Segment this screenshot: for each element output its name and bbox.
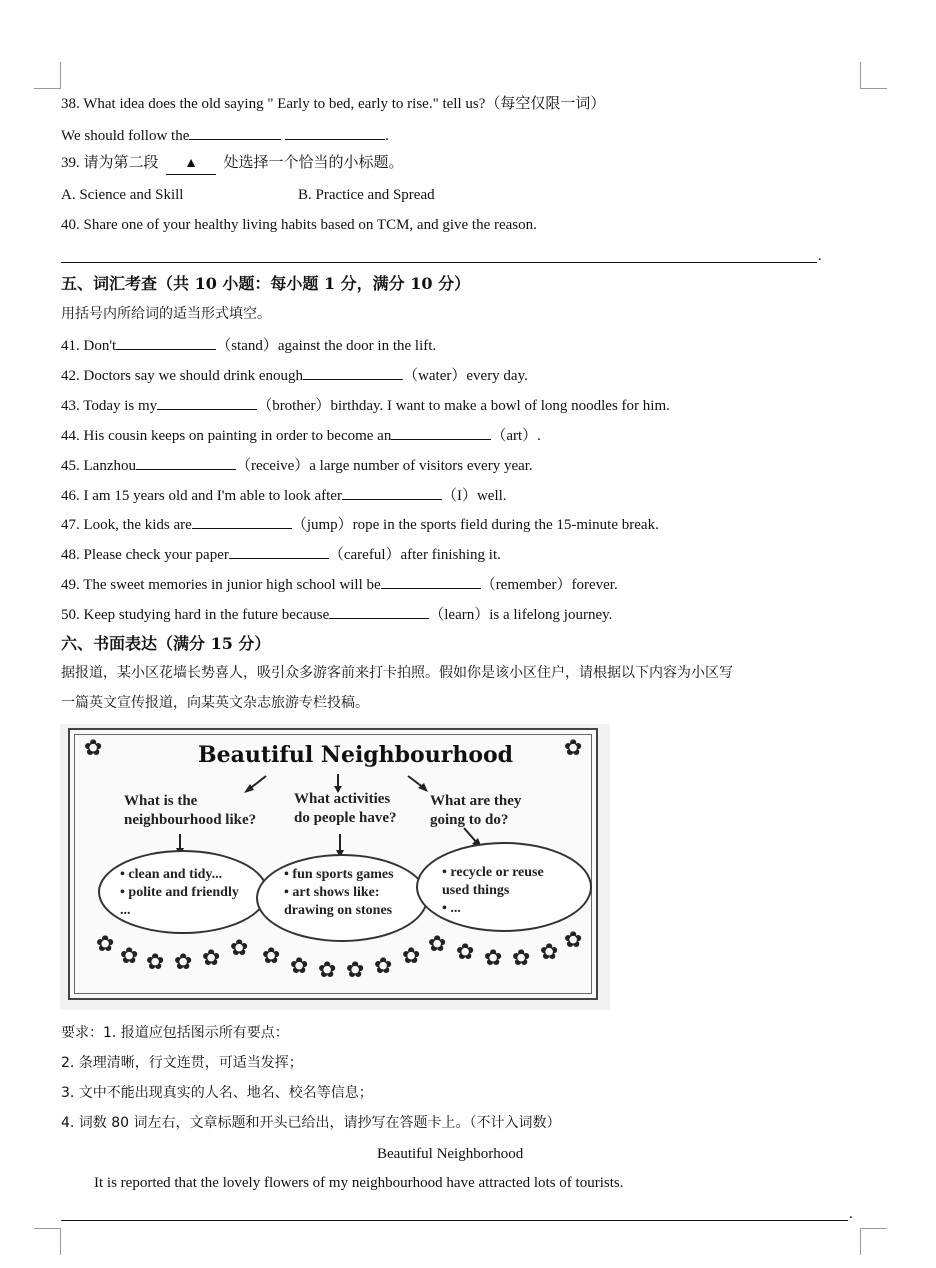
vocab-item-hint: （receive）a large number of visitors every year.: [235, 458, 533, 474]
requirement-2: 2. 条理清晰，行文连贯，可适当发挥；: [61, 1055, 303, 1071]
vocab-item-hint: （I）well.: [441, 488, 507, 504]
vocab-item-stem: 49. The sweet memories in junior high school will be: [61, 577, 381, 593]
vocab-item: [61, 395, 670, 416]
vocab-item-hint: （brother）birthday. I want to make a bowl of long noodles for him.: [257, 398, 670, 414]
vocab-item-stem: 44. His cousin keeps on painting in order to become an: [61, 428, 392, 444]
vocab-item-blank[interactable]: [381, 574, 481, 589]
poster-title: Beautiful Neighbourhood: [198, 742, 514, 768]
q38-answer-line: We should follow the .: [61, 125, 389, 146]
vocab-item-hint: （jump）rope in the sports field during the 15-minute break.: [291, 517, 659, 533]
vocab-item-stem: 41. Don't: [61, 338, 117, 354]
vocab-item: [61, 365, 528, 386]
rose-garland: ✿ ✿ ✿ ✿ ✿ ✿ ✿ ✿ ✿ ✿ ✿ ✿ ✿ ✿ ✿ ✿ ✿ ✿: [96, 928, 583, 983]
q39-option-a: A. Science and Skill: [61, 187, 184, 203]
vocab-item-hint: （careful）after finishing it.: [328, 547, 501, 563]
section6-heading: 六、书面表达（满分 15 分）: [61, 634, 271, 653]
poster-bubble-2: • fun sports games • art shows like: drawing on stones: [284, 867, 394, 918]
section6-prompt-line2: 一篇英文宣传报道，向某英文杂志旅游专栏投稿。: [61, 695, 369, 711]
q40-question: 40. Share one of your healthy living habits based on TCM, and give the reason.: [61, 217, 537, 233]
vocab-item-blank[interactable]: [329, 604, 429, 619]
q38-question: 38. What idea does the old saying " Early to bed, early to rise." tell us?（每空仅限一词）: [61, 96, 606, 112]
vocab-item: [61, 604, 612, 625]
q39-marker-blank: ▲: [166, 154, 216, 175]
neighbourhood-poster: [60, 724, 610, 1010]
vocab-item-stem: 50. Keep studying hard in the future because: [61, 607, 330, 623]
vocab-item: [61, 335, 436, 356]
vocab-item-hint: （learn）is a lifelong journey.: [429, 607, 613, 623]
vocab-item-blank[interactable]: [157, 395, 257, 410]
vocab-item-blank[interactable]: [116, 335, 216, 350]
poster-question-2: What activities do people have?: [294, 791, 397, 826]
vocab-item-hint: （art）.: [491, 428, 541, 444]
essay-answer-line[interactable]: [61, 1220, 848, 1221]
vocab-item-stem: 43. Today is my: [61, 398, 158, 414]
section5-instruction: 用括号内所给词的适当形式填空。: [61, 306, 271, 322]
q39-question: [61, 153, 404, 175]
crop-mark-top-left: [34, 62, 61, 89]
vocab-item: [61, 514, 659, 535]
q38-blank-1[interactable]: [189, 125, 281, 140]
vocab-item-stem: 46. I am 15 years old and I'm able to look after: [61, 488, 342, 504]
q39-suffix: 处选择一个恰当的小标题。: [223, 155, 404, 171]
requirement-3: 3. 文中不能出现真实的人名、地名、校名等信息；: [61, 1085, 373, 1101]
rose-icon: ✿: [84, 736, 103, 761]
vocab-item-stem: 42. Doctors say we should drink enough: [61, 368, 304, 384]
vocab-item-blank[interactable]: [303, 365, 403, 380]
q38-blank-2[interactable]: [285, 125, 385, 140]
section6-prompt-line1: 据报道，某小区花墙长势喜人，吸引众多游客前来打卡拍照。假如你是该小区住户，请根据以下内容为小区写: [61, 665, 733, 681]
crop-mark-top-right: [860, 62, 887, 89]
vocab-item-stem: 48. Please check your paper: [61, 547, 229, 563]
vocab-item-hint: （water）every day.: [403, 368, 528, 384]
vocab-item-stem: 47. Look, the kids are: [61, 517, 192, 533]
crop-mark-bottom-right: [860, 1228, 887, 1255]
q38-stem: We should follow the: [61, 128, 190, 144]
requirement-1: 要求：1. 报道应包括图示所有要点：: [61, 1025, 289, 1041]
q40-answer-line[interactable]: [61, 262, 817, 263]
poster-question-3: What are they going to do?: [430, 793, 522, 828]
vocab-item-blank[interactable]: [192, 514, 292, 529]
crop-mark-bottom-left: [34, 1228, 61, 1255]
q39-option-b: B. Practice and Spread: [298, 187, 435, 203]
vocab-item: [61, 544, 501, 565]
q39-prefix: 39. 请为第二段: [61, 155, 159, 171]
poster-bubble-1: • clean and tidy... • polite and friendly ...: [120, 867, 239, 918]
essay-answer-period: .: [849, 1206, 853, 1222]
vocab-item: [61, 485, 507, 506]
vocab-item-blank[interactable]: [229, 544, 329, 559]
q40-answer-period: .: [818, 248, 822, 264]
vocab-item-blank[interactable]: [342, 485, 442, 500]
poster-question-1: What is the neighbourhood like?: [124, 793, 257, 828]
essay-title: Beautiful Neighborhood: [377, 1146, 524, 1162]
vocab-item: [61, 425, 541, 446]
vocab-item-stem: 45. Lanzhou: [61, 458, 136, 474]
poster-bubble-3: • recycle or reuse used things • ...: [442, 865, 544, 916]
section5-heading: 五、词汇考查（共 10 小题：每小题 1 分，满分 10 分）: [61, 274, 471, 293]
rose-icon: ✿: [564, 736, 583, 761]
vocab-item: [61, 455, 533, 476]
vocab-item: [61, 574, 618, 595]
requirement-4: 4. 词数 80 词左右，文章标题和开头已给出，请抄写在答题卡上。（不计入词数）: [61, 1115, 561, 1131]
vocab-item-blank[interactable]: [136, 455, 236, 470]
vocab-item-hint: （remember）forever.: [480, 577, 618, 593]
vocab-item-hint: （stand）against the door in the lift.: [216, 338, 437, 354]
essay-opening: It is reported that the lovely flowers of my neighbourhood have attracted lots of tourists.: [94, 1175, 624, 1191]
vocab-item-blank[interactable]: [391, 425, 491, 440]
